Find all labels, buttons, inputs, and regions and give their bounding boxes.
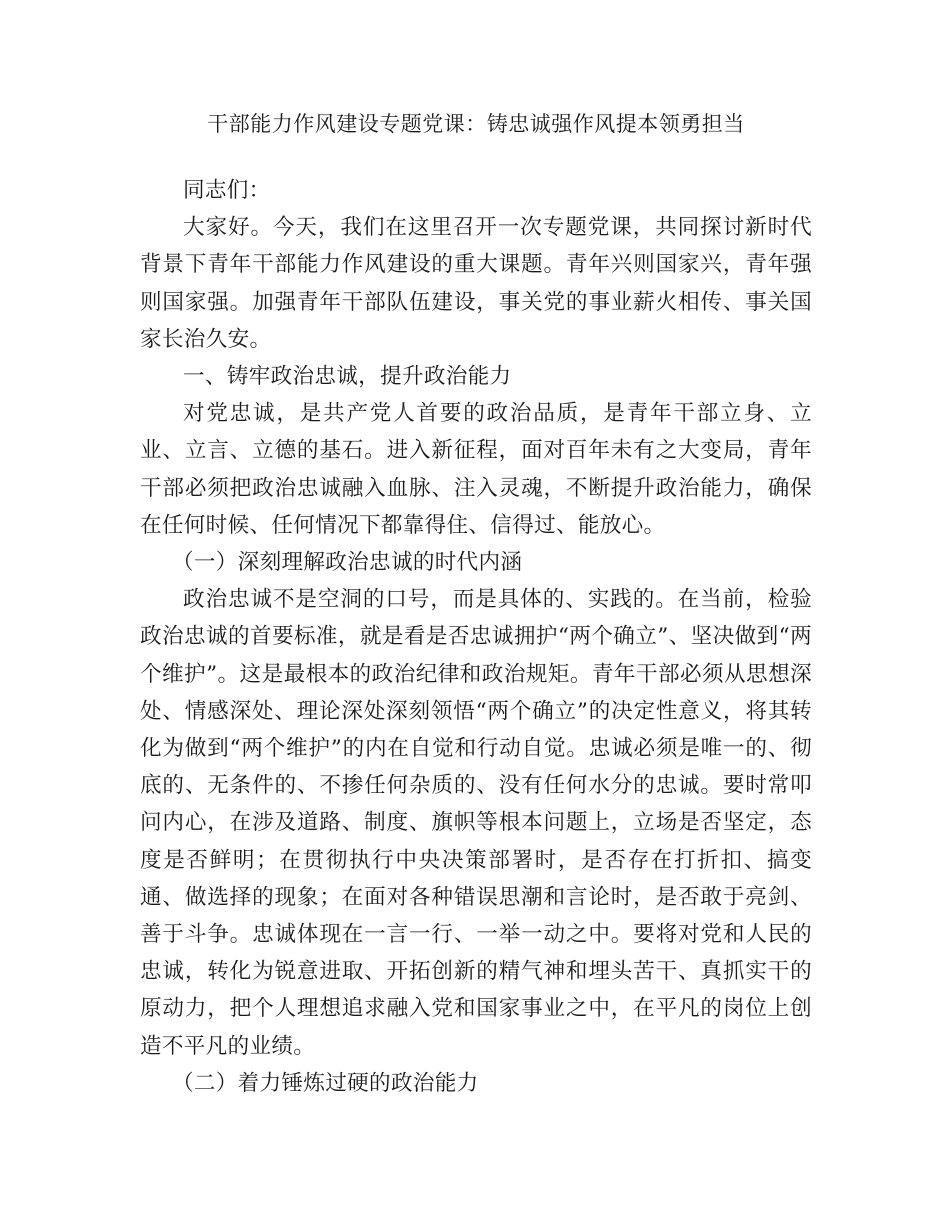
subsection-heading-2: （二）着力锤炼过硬的政治能力 xyxy=(172,1070,479,1096)
document-title: 干部能力作风建设专题党课：铸忠诚强作风提本领勇担当 xyxy=(207,112,745,136)
greeting: 同志们： xyxy=(183,178,271,203)
paragraph-political-loyalty: 政治忠诚不是空洞的口号，而是具体的、实践的。在当前，检验政治忠诚的首要标准，就是看是否忠诚拥护“两个确立”、坚决做到“两个维护”。这是最根本的政治纪律和政治规矩。青年干部必须从思想深处、情感深处、理论深处深刻领悟“两个确立”的决定性意义，将其转化为做到“两个维护”的内在自觉和行动自觉。忠诚必须是唯一的、彻底的、无条件的、不掺任何杂质的、没有任何水分的忠诚。要时常叩问内心，在涉及道路、制度、旗帜等根本问题上，立场是否坚定，态度是否鲜明；在贯彻执行中央决策部署时，是否存在打折扣、搞变通、做选择的现象；在面对各种错误思潮和言论时，是否敢于亮剑、善于斗争。忠诚体现在一言一行、一举一动之中。要将对党和人民的忠诚，转化为锐意进取、开拓创新的精气神和埋头苦干、真抓实干的原动力，把个人理想追求融入党和国家事业之中，在平凡的岗位上创造不平凡的业绩。 xyxy=(140,587,812,1059)
paragraph-intro: 大家好。今天，我们在这里召开一次专题党课，共同探讨新时代背景下青年干部能力作风建设的重大课题。青年兴则国家兴，青年强则国家强。加强青年干部队伍建设，事关党的事业薪火相传、事关国家长治久安。 xyxy=(140,215,812,352)
paragraph-loyalty: 对党忠诚，是共产党人首要的政治品质，是青年干部立身、立业、立言、立德的基石。进入新征程，面对百年未有之大变局，青年干部必须把政治忠诚融入血脉、注入灵魂，不断提升政治能力，确保在任何时候、任何情况下都靠得住、信得过、能放心。 xyxy=(140,401,812,538)
section-heading-1: 一、铸牢政治忠诚，提升政治能力 xyxy=(183,364,512,390)
subsection-heading-1: （一）深刻理解政治忠诚的时代内涵 xyxy=(172,550,523,576)
document-page xyxy=(140,108,812,1102)
